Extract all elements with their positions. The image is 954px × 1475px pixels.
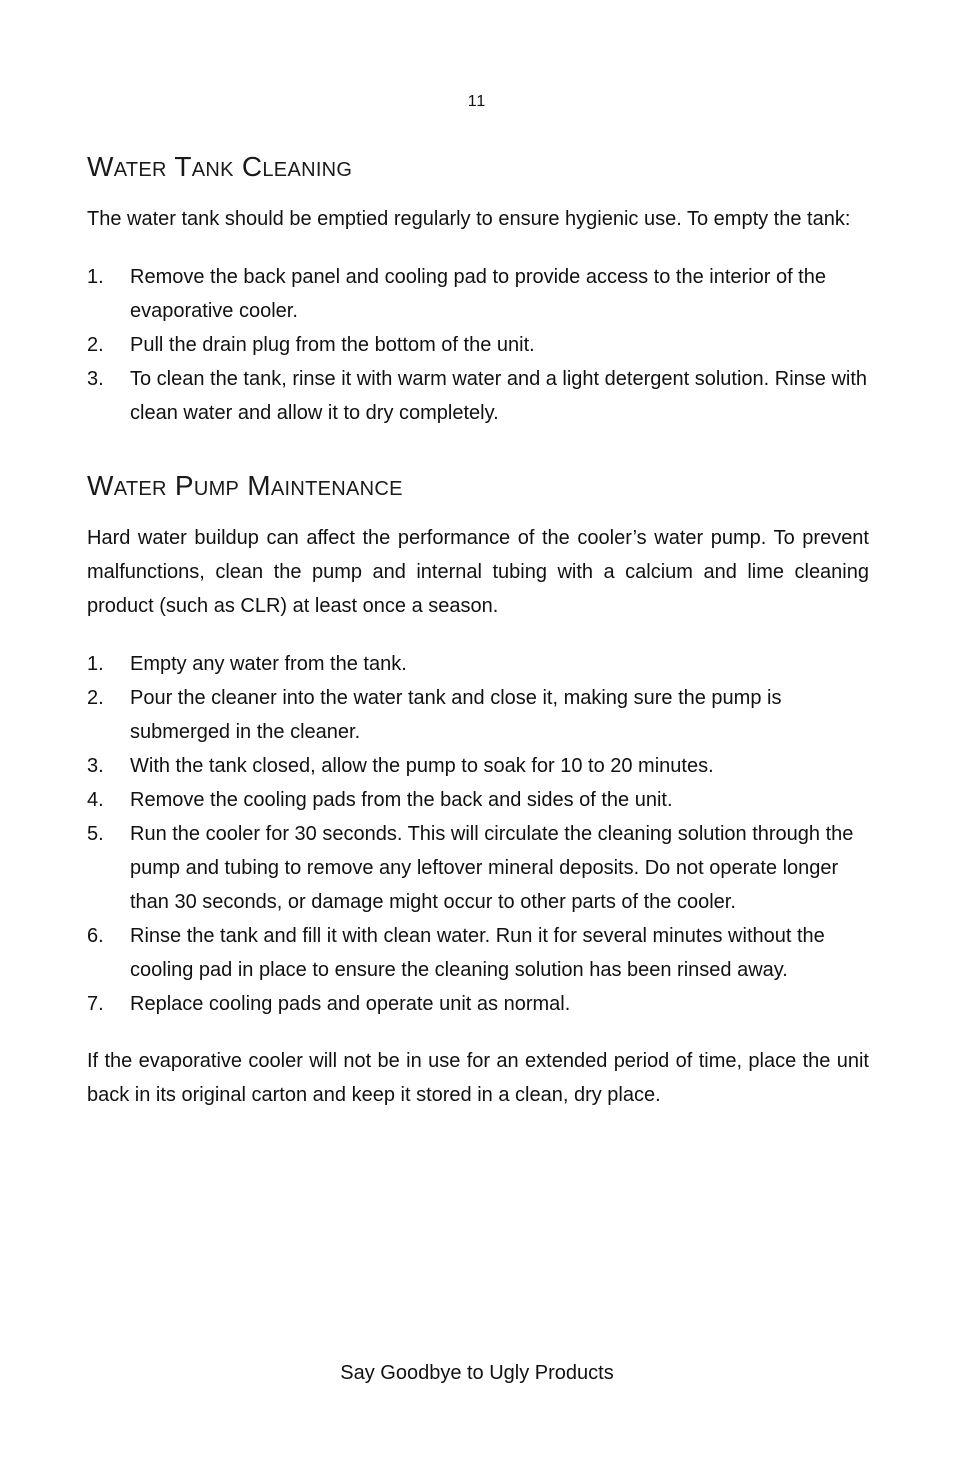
step-number: 3. — [87, 368, 104, 390]
section-intro: Hard water buildup can affect the performance of the cooler’s water pump. To prevent malfunctions, clean the pump and internal tubing with a calcium and lime cleaning product (such as CLR) at least once a season. — [87, 527, 869, 617]
step-number: 1. — [87, 266, 104, 288]
step-number: 4. — [87, 789, 104, 811]
step-text: With the tank closed, allow the pump to soak for 10 to 20 minutes. — [130, 755, 714, 777]
step-text: To clean the tank, rinse it with warm water and a light detergent solution. Rinse with clean water and allow it to dry completely. — [130, 368, 868, 424]
page-content — [87, 145, 869, 1112]
step-text: Empty any water from the tank. — [130, 653, 407, 675]
step-number: 1. — [87, 653, 104, 675]
section-intro: The water tank should be emptied regularly to ensure hygienic use. To empty the tank: — [87, 208, 851, 230]
list-item — [87, 783, 869, 817]
step-number: 2. — [87, 687, 104, 709]
step-text: Pull the drain plug from the bottom of the unit. — [130, 334, 535, 356]
step-text: Run the cooler for 30 seconds. This will circulate the cleaning solution through the pump and tubing to remove any leftover mineral deposits. Do not operate longer than 30 seconds, or damage might occur to other parts of the cooler. — [130, 823, 854, 913]
closing-paragraph: If the evaporative cooler will not be in use for an extended period of time, place the unit back in its original carton and keep it stored in a clean, dry place. — [87, 1050, 869, 1106]
step-text: Remove the cooling pads from the back and sides of the unit. — [130, 789, 673, 811]
step-text: Replace cooling pads and operate unit as normal. — [130, 993, 571, 1015]
steps-list — [87, 260, 869, 430]
step-number: 6. — [87, 925, 104, 947]
step-text: Rinse the tank and fill it with clean water. Run it for several minutes without the cooling pad in place to ensure the cleaning solution has been rinsed away. — [130, 925, 825, 981]
step-text: Pour the cleaner into the water tank and close it, making sure the pump is submerged in the cleaner. — [130, 687, 782, 743]
list-item — [87, 919, 869, 987]
list-item — [87, 260, 869, 328]
list-item — [87, 681, 869, 749]
list-item — [87, 817, 869, 919]
steps-list — [87, 647, 869, 1021]
section-water-tank-cleaning — [87, 145, 869, 430]
page-footer: Say Goodbye to Ugly Products — [340, 1362, 614, 1384]
step-text: Remove the back panel and cooling pad to provide access to the interior of the evaporative cooler. — [130, 266, 826, 322]
section-title: Water Pump Maintenance — [87, 470, 403, 501]
section-title: Water Tank Cleaning — [87, 151, 353, 182]
list-item — [87, 328, 869, 362]
step-number: 7. — [87, 993, 104, 1015]
step-number: 5. — [87, 823, 104, 845]
page-number: 11 — [467, 93, 487, 110]
step-number: 2. — [87, 334, 104, 356]
step-number: 3. — [87, 755, 104, 777]
list-item — [87, 987, 869, 1021]
list-item — [87, 362, 869, 430]
list-item — [87, 749, 869, 783]
section-water-pump-maintenance — [87, 464, 869, 1021]
list-item — [87, 647, 869, 681]
